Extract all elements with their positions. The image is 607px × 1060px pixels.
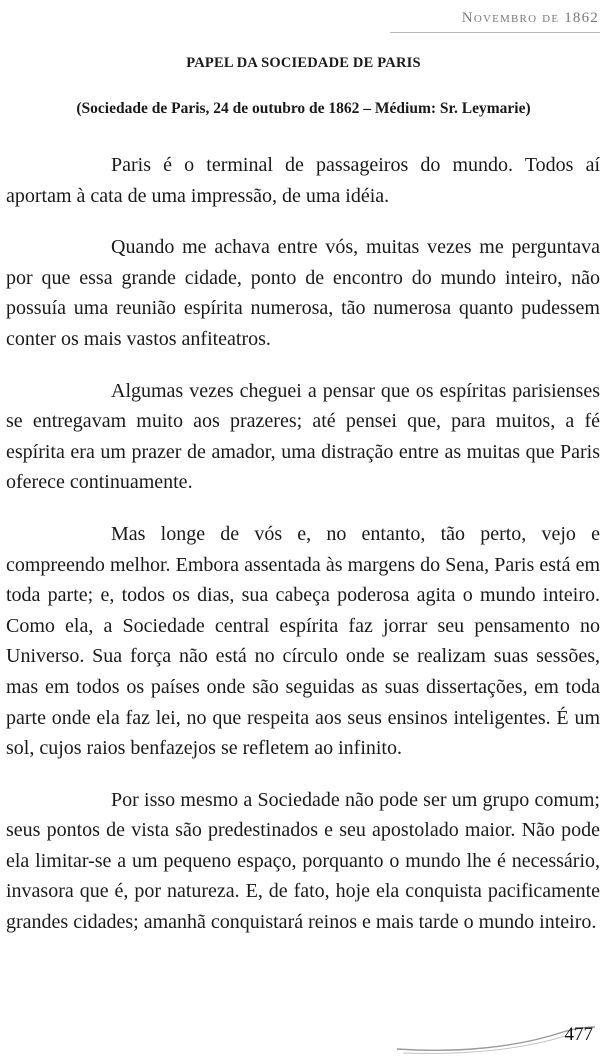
paragraph: Algumas vezes cheguei a pensar que os espíritas parisienses se entregavam muito aos prazeres; até pensei que, para muitos, a fé espírita era um prazer de amador, uma distração entre as muitas que Paris oferece continuamente.: [6, 379, 600, 494]
paragraph: Paris é o terminal de passageiros do mundo. Todos aí aportam à cata de uma impressão, de uma idéia.: [6, 154, 600, 207]
running-head: Novembro de 1862: [461, 10, 599, 26]
paragraph: Quando me achava entre vós, muitas vezes me perguntava por que essa grande cidade, ponto de encontro do mundo inteiro, não possuía uma reunião espírita numerosa, tão numerosa quanto pudessem conter os mais vastos anfiteatros.: [6, 236, 600, 350]
page-number: 477: [564, 1024, 593, 1045]
section-subtitle: (Sociedade de Paris, 24 de outubro de 1862 – Médium: Sr. Leymarie): [76, 100, 531, 117]
paragraph: Mas longe de vós e, no entanto, tão perto, vejo e compreendo melhor. Embora assentada às margens do Sena, Paris está em toda parte; e, todos os dias, sua cabeça poderosa agita o mundo inteiro. Como ela, a Sociedade central espírita faz jorrar seu pensamento no Universo. Sua força não está no círculo onde se realizam suas sessões, mas em todos os países onde são seguidas as suas dissertações, em toda parte onde ela faz lei, no que respeita aos seus ensinos inteligentes. É um sol, cujos raios benfazejos se refletem ao infinito.: [6, 522, 600, 760]
body-text: [6, 150, 600, 959]
header-rule: [390, 32, 600, 33]
paragraph: Por isso mesmo a Sociedade não pode ser um grupo comum; seus pontos de vista são predestinados e seu apostolado maior. Não pode ela limitar-se a um pequeno espaço, porquanto o mundo lhe é necessário, invasora que é, por natureza. E, de fato, hoje ela conquista pacificamente grandes cidades; amanhã conquistará reinos e mais tarde o mundo inteiro.: [6, 788, 600, 934]
section-title: PAPEL DA SOCIEDADE DE PARIS: [186, 55, 421, 71]
